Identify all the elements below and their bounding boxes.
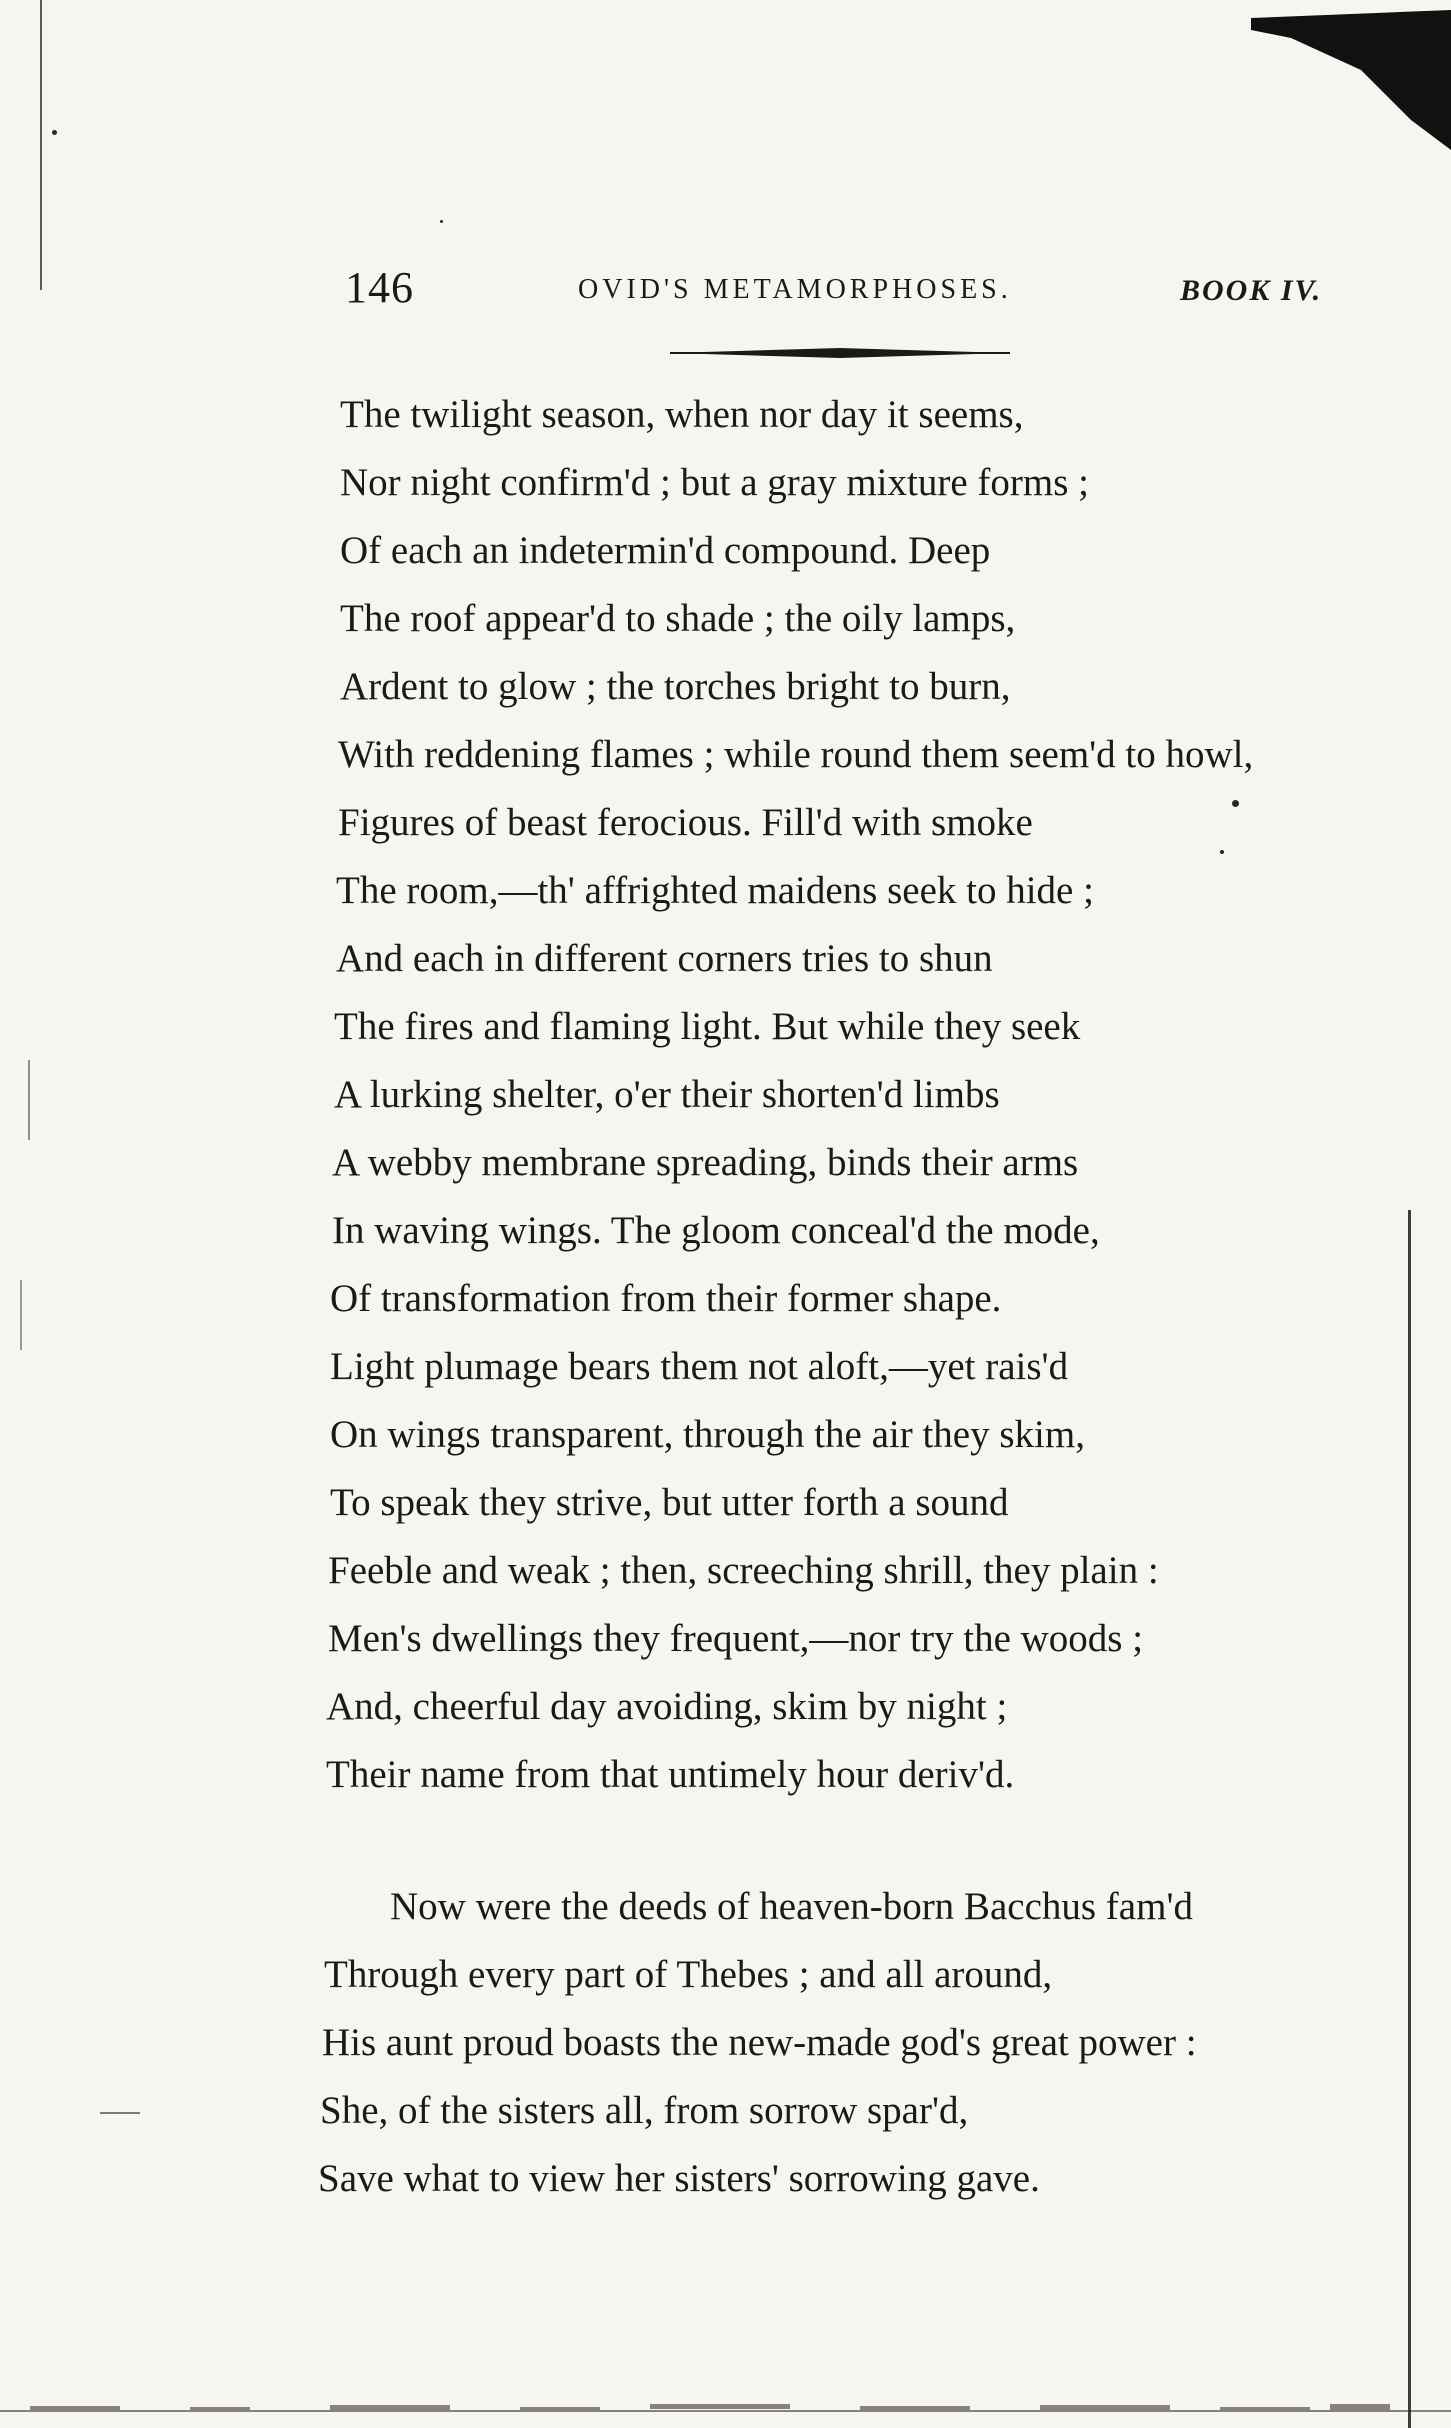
scan-speck xyxy=(20,1280,22,1350)
verse-line: Their name from that untimely hour deriv'd. xyxy=(326,1753,1015,1796)
verse-line: Ardent to glow ; the torches bright to burn, xyxy=(340,665,1011,708)
running-title: OVID'S METAMORPHOSES. xyxy=(578,274,1012,305)
verse-line: Through every part of Thebes ; and all around, xyxy=(324,1953,1053,1996)
scan-edge-left xyxy=(40,0,42,290)
verse-line: Of transformation from their former shape. xyxy=(330,1277,1002,1320)
verse-line: And, cheerful day avoiding, skim by night ; xyxy=(326,1685,1008,1728)
verse-line: Light plumage bears them not aloft,—yet rais'd xyxy=(330,1345,1069,1388)
verse-line: The fires and flaming light. But while they seek xyxy=(334,1005,1081,1048)
verse-line: The room,—th' affrighted maidens seek to hide ; xyxy=(336,869,1094,912)
verse-line: Nor night confirm'd ; but a gray mixture forms ; xyxy=(340,461,1089,504)
verse-line: With reddening flames ; while round them seem'd to howl, xyxy=(338,733,1254,776)
verse-line: Men's dwellings they frequent,—nor try the woods ; xyxy=(328,1617,1144,1660)
scan-edge-right xyxy=(1408,1210,1411,2428)
verse-line: His aunt proud boasts the new-made god's great power : xyxy=(322,2021,1197,2064)
verse-line: Figures of beast ferocious. Fill'd with smoke xyxy=(338,801,1033,844)
verse-line: The roof appear'd to shade ; the oily lamps, xyxy=(340,597,1016,640)
verse-line: A lurking shelter, o'er their shorten'd limbs xyxy=(334,1073,1000,1116)
verse-line-indented: Now were the deeds of heaven-born Bacchus fam'd xyxy=(390,1885,1193,1928)
scan-speck xyxy=(440,220,443,223)
scan-speck xyxy=(52,130,57,135)
verse-line: A webby membrane spreading, binds their arms xyxy=(332,1141,1079,1184)
verse-line: And each in different corners tries to shun xyxy=(336,937,993,980)
scan-bottom-noise xyxy=(0,2398,1451,2428)
verse-line: On wings transparent, through the air they skim, xyxy=(330,1413,1085,1456)
verse-line: She, of the sisters all, from sorrow spar'd, xyxy=(320,2089,969,2132)
scan-speck xyxy=(28,1060,30,1140)
verse-line: Of each an indetermin'd compound. Deep xyxy=(340,529,991,572)
page-number: 146 xyxy=(345,263,414,312)
book-label: BOOK IV. xyxy=(1180,274,1323,307)
running-header xyxy=(0,262,1451,322)
header-rule-ornament xyxy=(670,345,1010,361)
verse-line: Save what to view her sisters' sorrowing gave. xyxy=(318,2157,1040,2200)
verse-line: To speak they strive, but utter forth a sound xyxy=(330,1481,1009,1524)
verse-line: The twilight season, when nor day it seems, xyxy=(340,393,1024,436)
scan-speck xyxy=(1232,800,1239,807)
verse-line: Feeble and weak ; then, screeching shrill, they plain : xyxy=(328,1549,1159,1592)
scan-corner-shadow xyxy=(1161,0,1451,150)
scan-speck xyxy=(100,2112,140,2114)
scan-speck xyxy=(1220,850,1224,854)
verse-line: In waving wings. The gloom conceal'd the mode, xyxy=(332,1209,1100,1252)
